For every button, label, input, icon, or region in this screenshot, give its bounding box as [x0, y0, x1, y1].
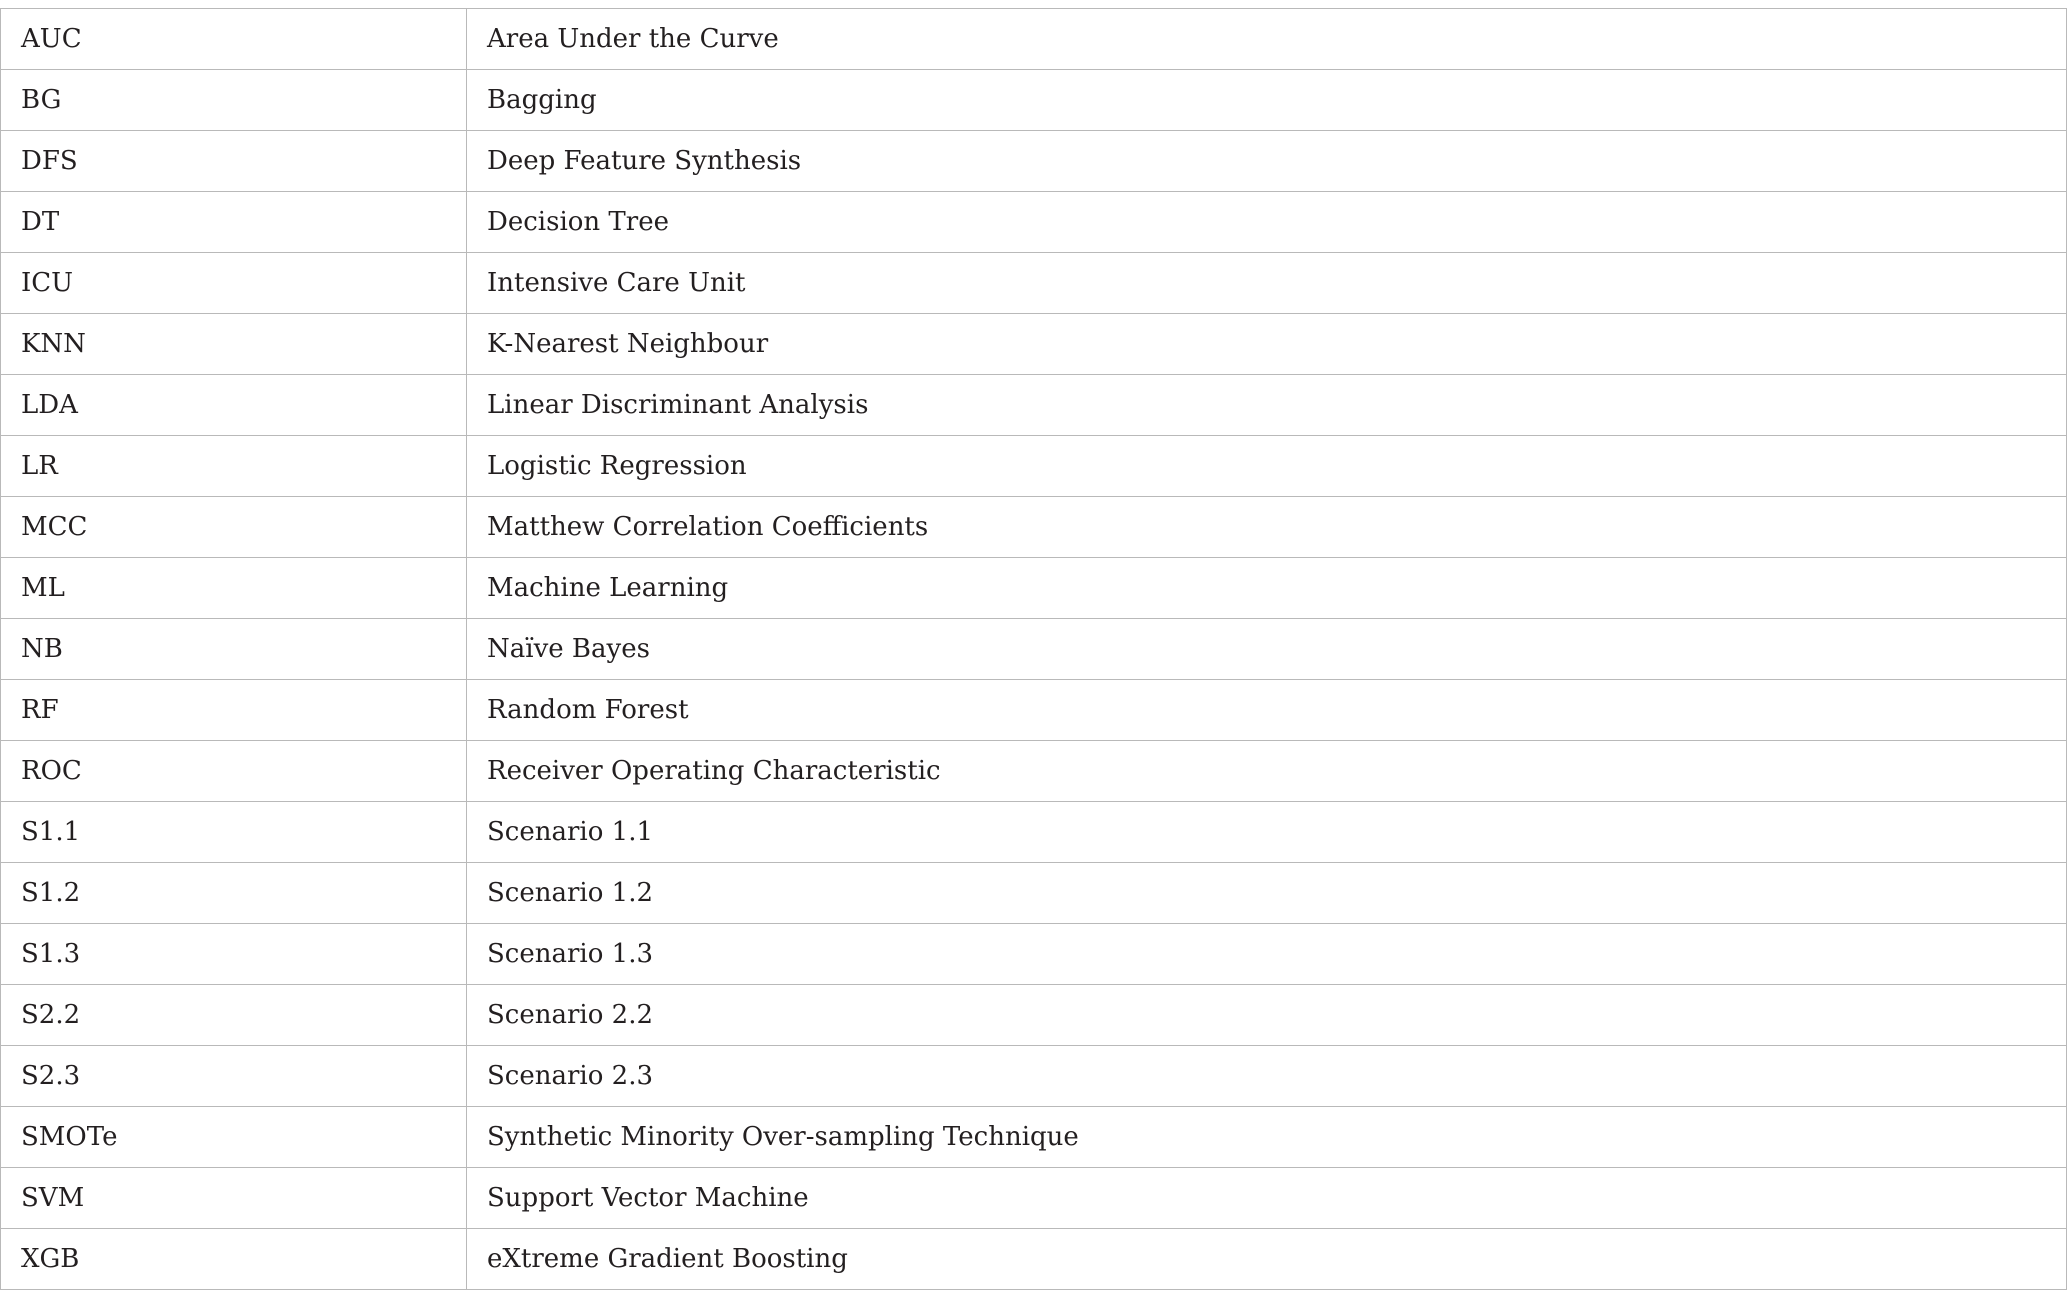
- abbreviation-cell: KNN: [1, 314, 467, 375]
- table-row: [1, 924, 2067, 985]
- table-row: [1, 1229, 2067, 1290]
- definition-cell: Matthew Correlation Coefficients: [467, 497, 2067, 558]
- abbreviation-cell: S2.2: [1, 985, 467, 1046]
- abbreviation-cell: S2.3: [1, 1046, 467, 1107]
- table-row: [1, 131, 2067, 192]
- abbreviation-cell: BG: [1, 70, 467, 131]
- table-row: [1, 436, 2067, 497]
- table-row: [1, 253, 2067, 314]
- table-row: [1, 9, 2067, 70]
- table-row: [1, 802, 2067, 863]
- abbreviation-cell: ML: [1, 558, 467, 619]
- definition-cell: Logistic Regression: [467, 436, 2067, 497]
- abbreviation-cell: S1.3: [1, 924, 467, 985]
- abbreviation-cell: LR: [1, 436, 467, 497]
- definition-cell: eXtreme Gradient Boosting: [467, 1229, 2067, 1290]
- definition-cell: Scenario 1.2: [467, 863, 2067, 924]
- table-row: [1, 375, 2067, 436]
- table-row: [1, 497, 2067, 558]
- abbreviation-cell: SMOTe: [1, 1107, 467, 1168]
- abbreviations-table: [0, 8, 2067, 1290]
- table-row: [1, 192, 2067, 253]
- table-row: [1, 863, 2067, 924]
- table-row: [1, 680, 2067, 741]
- definition-cell: Linear Discriminant Analysis: [467, 375, 2067, 436]
- abbreviation-cell: XGB: [1, 1229, 467, 1290]
- table-row: [1, 1107, 2067, 1168]
- abbreviation-cell: LDA: [1, 375, 467, 436]
- definition-cell: Scenario 2.2: [467, 985, 2067, 1046]
- table-row: [1, 314, 2067, 375]
- table-row: [1, 985, 2067, 1046]
- table-row: [1, 558, 2067, 619]
- abbreviation-cell: ROC: [1, 741, 467, 802]
- abbreviation-cell: RF: [1, 680, 467, 741]
- abbreviation-cell: ICU: [1, 253, 467, 314]
- definition-cell: Naïve Bayes: [467, 619, 2067, 680]
- definition-cell: K-Nearest Neighbour: [467, 314, 2067, 375]
- table-row: [1, 619, 2067, 680]
- definition-cell: Deep Feature Synthesis: [467, 131, 2067, 192]
- definition-cell: Synthetic Minority Over-sampling Technique: [467, 1107, 2067, 1168]
- abbreviation-cell: SVM: [1, 1168, 467, 1229]
- abbreviation-cell: S1.1: [1, 802, 467, 863]
- table-row: [1, 70, 2067, 131]
- abbreviations-table-body: [1, 9, 2067, 1290]
- definition-cell: Receiver Operating Characteristic: [467, 741, 2067, 802]
- definition-cell: Decision Tree: [467, 192, 2067, 253]
- abbreviation-cell: S1.2: [1, 863, 467, 924]
- abbreviation-cell: NB: [1, 619, 467, 680]
- table-row: [1, 1168, 2067, 1229]
- definition-cell: Intensive Care Unit: [467, 253, 2067, 314]
- definition-cell: Scenario 1.1: [467, 802, 2067, 863]
- abbreviation-cell: DT: [1, 192, 467, 253]
- definition-cell: Support Vector Machine: [467, 1168, 2067, 1229]
- definition-cell: Bagging: [467, 70, 2067, 131]
- abbreviation-cell: AUC: [1, 9, 467, 70]
- definition-cell: Scenario 2.3: [467, 1046, 2067, 1107]
- table-row: [1, 741, 2067, 802]
- definition-cell: Machine Learning: [467, 558, 2067, 619]
- table-row: [1, 1046, 2067, 1107]
- abbreviation-cell: MCC: [1, 497, 467, 558]
- abbreviation-cell: DFS: [1, 131, 467, 192]
- definition-cell: Area Under the Curve: [467, 9, 2067, 70]
- definition-cell: Scenario 1.3: [467, 924, 2067, 985]
- definition-cell: Random Forest: [467, 680, 2067, 741]
